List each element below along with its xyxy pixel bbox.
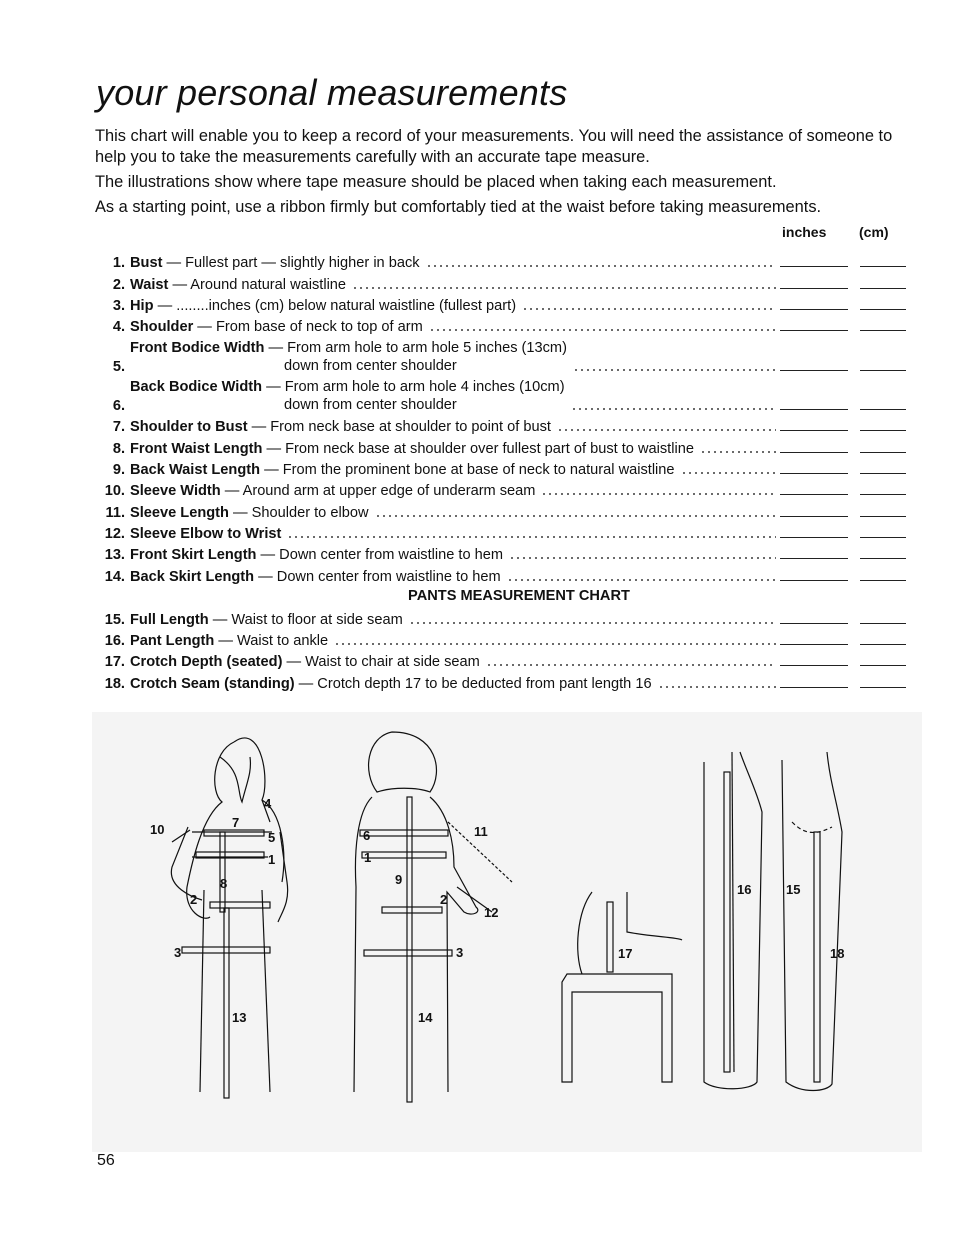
front-figure (171, 738, 287, 1098)
cm-blank[interactable] (860, 665, 906, 666)
measurement-label: Back Waist Length (130, 462, 261, 479)
back-measure-label: 2 (440, 892, 448, 907)
cm-blank[interactable] (860, 409, 906, 410)
measurement-desc: — Waist to ankle (214, 633, 329, 650)
pants-measurements (92, 607, 906, 692)
measurement-number: 16. (104, 633, 125, 650)
cm-blank[interactable] (860, 644, 906, 645)
front-measure-label: 3 (174, 945, 182, 960)
cm-blank[interactable] (860, 288, 906, 289)
measurement-label: Waist (130, 276, 169, 293)
intro-text (95, 126, 903, 222)
measurement-description (130, 339, 567, 375)
measurement-number: 9. (112, 462, 125, 479)
measurement-description (130, 483, 535, 499)
measurement-label: Shoulder (130, 319, 194, 336)
measurement-desc: — Waist to floor at side seam (208, 611, 403, 628)
measurement-number: 15. (104, 611, 125, 628)
dot-leader (429, 329, 776, 331)
measurement-number: 3. (112, 297, 125, 314)
measurement-label: Crotch Depth (seated) (130, 654, 283, 671)
measurement-desc: — From neck base at shoulder to point of bust (247, 419, 551, 436)
dot-leader (541, 493, 776, 495)
front-measure-label: 8 (220, 876, 228, 891)
measurement-row (92, 607, 906, 628)
front-measure-label: 7 (232, 815, 240, 830)
cm-blank[interactable] (860, 309, 906, 310)
measurement-label: Back Skirt Length (130, 568, 255, 585)
front-measure-label: 10 (150, 822, 165, 837)
measurement-label: Front Skirt Length (130, 547, 257, 564)
pants-heading: PANTS MEASUREMENT CHART (408, 587, 630, 604)
inches-blank[interactable] (780, 288, 848, 289)
measurement-row (92, 314, 906, 335)
measurement-row (92, 250, 906, 271)
measurement-label: Front Bodice Width (130, 339, 265, 356)
measurement-row (92, 521, 906, 542)
back-measure-label: 11 (474, 824, 488, 839)
measurement-number: 2. (112, 276, 125, 293)
dot-leader (287, 536, 776, 538)
measurement-desc-line2: down from center shoulder (284, 357, 457, 374)
inches-blank[interactable] (780, 580, 848, 581)
inches-blank[interactable] (780, 266, 848, 267)
measurement-number: 6. (112, 398, 125, 415)
illustration-svg (92, 712, 922, 1152)
measurement-desc: — Down center from waistline to hem (254, 568, 501, 585)
body-measurements (92, 250, 906, 585)
measurement-number: 4. (112, 319, 125, 336)
measurement-description (130, 633, 328, 649)
measurement-label: Shoulder to Bust (130, 419, 248, 436)
measurement-description (130, 505, 369, 521)
inches-blank[interactable] (780, 309, 848, 310)
measurement-label: Crotch Seam (standing) (130, 675, 295, 692)
measurement-illustrations (92, 712, 922, 1152)
inches-blank[interactable] (780, 409, 848, 410)
measurement-label: Back Bodice Width (130, 379, 263, 396)
inches-blank[interactable] (780, 494, 848, 495)
cm-blank[interactable] (860, 687, 906, 688)
measurement-description (130, 462, 675, 478)
measurement-label: Sleeve Width (130, 483, 221, 500)
measurement-list (92, 250, 906, 692)
measurement-row (92, 499, 906, 520)
measurement-desc: — Down center from waistline to hem (256, 547, 504, 564)
cm-blank[interactable] (860, 537, 906, 538)
inches-blank[interactable] (780, 330, 848, 331)
measurement-desc: — Fullest part — slightly higher in back (162, 255, 420, 272)
dot-leader (509, 557, 776, 559)
measurement-number: 13. (104, 547, 125, 564)
front-measure-label: 1 (268, 852, 276, 867)
measurement-desc: — Around natural waistline (168, 276, 347, 293)
dot-leader (426, 265, 776, 267)
cm-blank[interactable] (860, 580, 906, 581)
dot-leader (486, 664, 776, 666)
measurement-description (130, 612, 403, 628)
measurement-description (130, 526, 281, 542)
measurement-desc: — ........inches (cm) below natural waistline (fullest part) (153, 297, 517, 314)
measurement-description (130, 319, 423, 335)
measurement-label: Front Waist Length (130, 440, 263, 457)
measurement-description (130, 569, 501, 585)
dot-leader (375, 515, 777, 517)
measurement-label: Sleeve Elbow to Wrist (130, 525, 282, 542)
measurement-number: 8. (112, 440, 125, 457)
back-measure-label: 3 (456, 945, 464, 960)
measurement-label: Pant Length (130, 633, 215, 650)
measurement-desc: — From neck base at shoulder over fullest part of bust to waistline (262, 440, 694, 457)
measurement-description (130, 441, 694, 457)
inches-blank[interactable] (780, 644, 848, 645)
measurement-row (92, 670, 906, 691)
measurement-row (92, 335, 906, 375)
dot-leader (571, 408, 776, 410)
cm-blank[interactable] (860, 516, 906, 517)
measurement-description (130, 255, 420, 271)
dot-leader (352, 287, 776, 289)
dot-leader (700, 451, 776, 453)
measurement-number: 18. (104, 675, 125, 692)
measurement-desc: — Shoulder to elbow (228, 504, 369, 521)
measurement-description (130, 654, 480, 670)
back-measure-label: 14 (418, 1010, 433, 1025)
pants-measure-label: 18 (830, 946, 845, 961)
seated-figure (562, 892, 682, 1082)
measurement-desc: — Crotch depth 17 to be deducted from pant length 16 (294, 675, 652, 692)
measurement-label: Bust (130, 255, 163, 272)
measurement-row (92, 542, 906, 563)
measurement-number: 5. (112, 358, 125, 375)
front-measure-label: 4 (264, 796, 272, 811)
measurement-number: 14. (104, 568, 125, 585)
cm-blank[interactable] (860, 473, 906, 474)
dot-leader (573, 369, 776, 371)
measurement-description (130, 277, 346, 293)
cm-blank[interactable] (860, 266, 906, 267)
measurement-row (92, 457, 906, 478)
inches-blank[interactable] (780, 452, 848, 453)
measurement-desc: — From base of neck to top of arm (193, 319, 423, 336)
dot-leader (522, 308, 776, 310)
measurement-row (92, 435, 906, 456)
pants-measure-label: 15 (786, 882, 801, 897)
measurement-number: 12. (104, 525, 125, 542)
intro-paragraph-3: As a starting point, use a ribbon firmly but comfortably tied at the waist before taking measurements. (95, 198, 822, 216)
dot-leader (334, 643, 776, 645)
measurement-row (92, 628, 906, 649)
measurement-number: 1. (112, 255, 125, 272)
front-measure-label: 2 (190, 892, 198, 907)
back-measure-label: 12 (484, 905, 499, 920)
cm-blank[interactable] (860, 430, 906, 431)
inches-blank[interactable] (780, 623, 848, 624)
measurement-row (92, 414, 906, 435)
measurement-desc: — From arm hole to arm hole 5 inches (13cm) (264, 339, 567, 356)
column-header-cm: (cm) (859, 224, 889, 240)
measurement-number: 7. (112, 419, 125, 436)
dot-leader (681, 472, 776, 474)
measurement-description (130, 676, 652, 692)
pants-figures (704, 752, 845, 1091)
measurement-desc: — Waist to chair at side seam (282, 654, 480, 671)
measurement-row (92, 563, 906, 584)
inches-blank[interactable] (780, 537, 848, 538)
dot-leader (409, 622, 776, 624)
measurement-row (92, 271, 906, 292)
column-header-inches: inches (782, 224, 827, 240)
dot-leader (557, 429, 776, 431)
measurement-label: Full Length (130, 611, 209, 628)
cm-blank[interactable] (860, 558, 906, 559)
inches-blank[interactable] (780, 370, 848, 371)
measurement-label: Sleeve Length (130, 504, 229, 521)
intro-paragraph-2: The illustrations show where tape measure should be placed when taking each measurement. (95, 173, 777, 191)
dot-leader (658, 686, 776, 688)
inches-blank[interactable] (780, 473, 848, 474)
measurement-row (92, 478, 906, 499)
inches-blank[interactable] (780, 687, 848, 688)
pants-measure-label: 17 (618, 946, 633, 961)
page-number: 56 (97, 1152, 115, 1169)
measurement-row (92, 375, 906, 415)
back-measure-label: 6 (363, 828, 371, 843)
measurement-desc: — From arm hole to arm hole 4 inches (10cm) (262, 379, 565, 396)
inches-blank[interactable] (780, 665, 848, 666)
front-measure-label: 5 (268, 830, 276, 845)
intro-paragraph-1: This chart will enable you to keep a record of your measurements. You will need the assistance of someone to help you to take the measurements carefully with an accurate tape measure. (95, 127, 893, 166)
inches-blank[interactable] (780, 516, 848, 517)
cm-blank[interactable] (860, 370, 906, 371)
inches-blank[interactable] (780, 430, 848, 431)
measurement-description (130, 547, 503, 563)
measurement-description (130, 378, 565, 414)
measurement-number: 10. (104, 483, 125, 500)
inches-blank[interactable] (780, 558, 848, 559)
cm-blank[interactable] (860, 330, 906, 331)
measurement-number: 11. (105, 504, 125, 521)
measurement-description (130, 419, 551, 435)
measurement-label: Hip (130, 297, 154, 314)
measurement-row (92, 293, 906, 314)
measurement-row (92, 649, 906, 670)
measurement-desc-line2: down from center shoulder (284, 397, 457, 414)
dot-leader (507, 579, 776, 581)
back-measure-label: 9 (395, 872, 403, 887)
pants-measure-label: 16 (737, 882, 752, 897)
measurement-description (130, 298, 516, 314)
cm-blank[interactable] (860, 623, 906, 624)
back-measure-label: 1 (364, 850, 372, 865)
measurement-desc: — From the prominent bone at base of neck to natural waistline (260, 462, 675, 479)
measurement-number: 17. (104, 654, 125, 671)
page-title: your personal measurements (96, 72, 568, 113)
cm-blank[interactable] (860, 452, 906, 453)
measurement-desc: — Around arm at upper edge of underarm seam (220, 483, 536, 500)
front-measure-label: 13 (232, 1010, 247, 1025)
cm-blank[interactable] (860, 494, 906, 495)
